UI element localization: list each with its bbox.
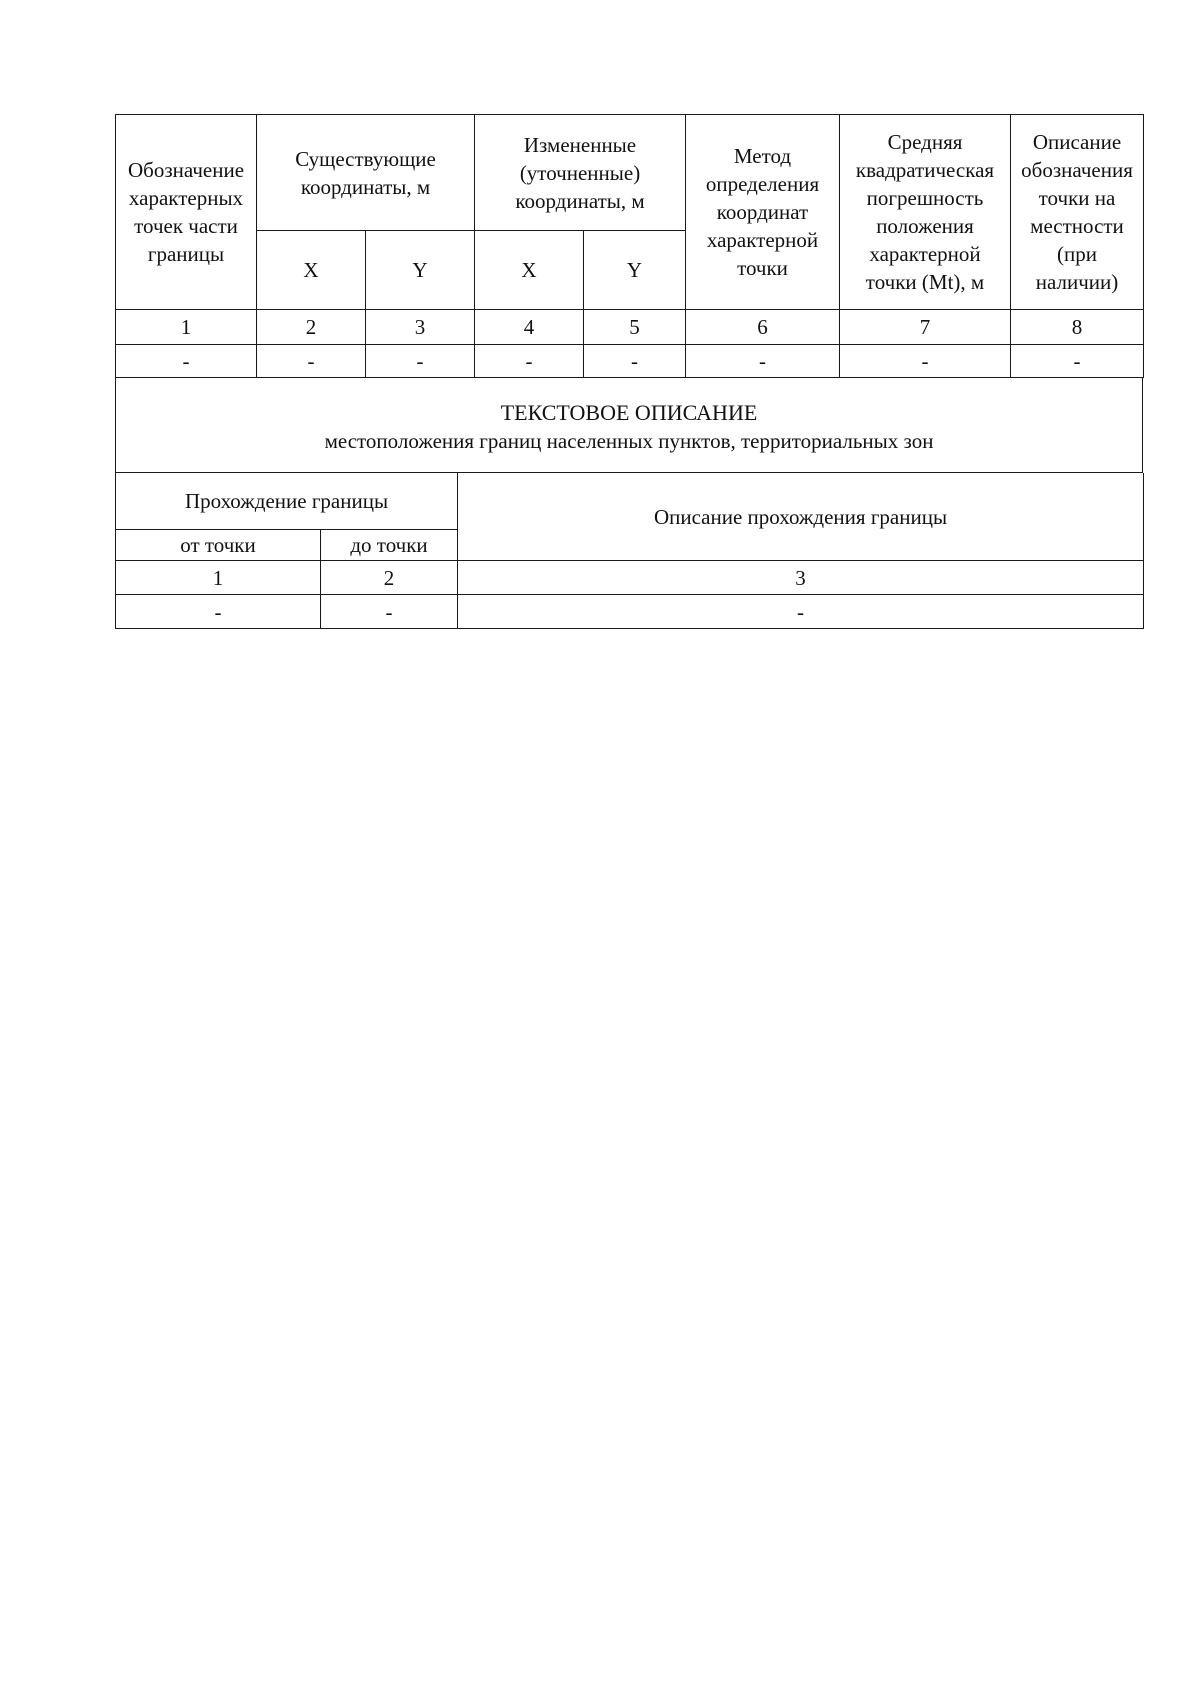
table-cell: -: [584, 345, 686, 378]
column-number: 3: [458, 561, 1144, 595]
column-numbers-row: [116, 561, 1144, 595]
header-from-point: от точки: [116, 530, 321, 561]
column-number: 1: [116, 310, 257, 345]
header-passage-description: Описание прохождения границы: [458, 473, 1144, 561]
table-cell: -: [257, 345, 366, 378]
table-cell: -: [116, 595, 321, 629]
coordinates-table: [115, 114, 1144, 378]
header-existing-coordinates: Существующие координаты, м: [257, 115, 475, 231]
text-description-title: ТЕКСТОВОЕ ОПИСАНИЕ: [500, 400, 758, 425]
document-page: [115, 114, 1143, 629]
header-changed-coordinates: Измененные (уточненные) координаты, м: [475, 115, 686, 231]
table-cell: -: [475, 345, 584, 378]
column-number: 2: [257, 310, 366, 345]
table-cell: -: [686, 345, 840, 378]
column-number: 8: [1011, 310, 1144, 345]
column-numbers-row: [116, 310, 1144, 345]
table-cell: -: [1011, 345, 1144, 378]
column-number: 5: [584, 310, 686, 345]
header-existing-x: X: [257, 231, 366, 310]
column-number: 2: [321, 561, 458, 595]
header-method: Метод определения координат характерной точки: [686, 115, 840, 310]
column-number: 6: [686, 310, 840, 345]
table-row: [116, 345, 1144, 378]
column-number: 3: [366, 310, 475, 345]
header-point-designation: Обозначение характерных точек части границы: [116, 115, 257, 310]
table-cell: -: [458, 595, 1144, 629]
header-to-point: до точки: [321, 530, 458, 561]
coordinates-header-row: [116, 115, 1144, 231]
header-boundary-passage: Прохождение границы: [116, 473, 458, 530]
header-existing-y: Y: [366, 231, 475, 310]
boundary-header-row: [116, 473, 1144, 530]
table-cell: -: [840, 345, 1011, 378]
text-description-title-cell: [116, 378, 1143, 473]
table-row: [116, 595, 1144, 629]
header-changed-x: X: [475, 231, 584, 310]
header-mean-square-error: Средняя квадратическая погрешность положения характерной точки (Mt), м: [840, 115, 1011, 310]
table-cell: -: [366, 345, 475, 378]
header-changed-y: Y: [584, 231, 686, 310]
text-description-block: [115, 378, 1143, 473]
header-point-description: Описание обозначения точки на местности (при наличии): [1011, 115, 1144, 310]
table-cell: -: [116, 345, 257, 378]
column-number: 1: [116, 561, 321, 595]
table-cell: -: [321, 595, 458, 629]
column-number: 7: [840, 310, 1011, 345]
text-description-subtitle: местоположения границ населенных пунктов, территориальных зон: [324, 429, 934, 453]
column-number: 4: [475, 310, 584, 345]
boundary-table: [115, 473, 1144, 629]
